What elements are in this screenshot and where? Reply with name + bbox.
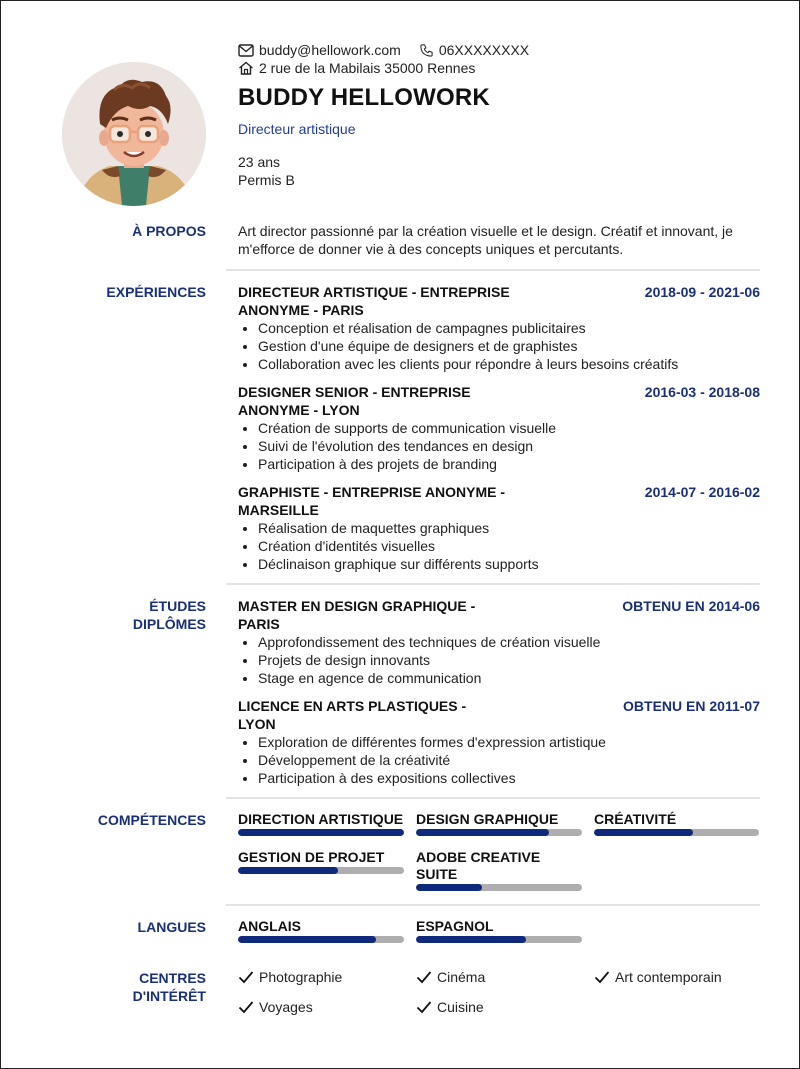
skill-name: DESIGN GRAPHIQUE [416,811,559,827]
study-head [238,597,760,633]
language-item [238,918,404,943]
divider [226,583,760,585]
study-entry [238,597,760,687]
list-item: • Approfondissement des techniques de création visuelle [258,633,760,651]
skill-name: DIRECTION ARTISTIQUE [238,811,404,827]
address-text: 2 rue de la Mabilais 35000 Rennes [259,60,476,76]
full-name: BUDDY HELLOWORK [238,84,490,111]
experience-date: 2018-09 - 2021-06 [644,284,760,300]
experiences-label: EXPÉRIENCES [106,284,206,300]
interest-item [238,969,342,985]
email-item[interactable] [238,41,401,59]
interest-label: Photographie [259,969,343,985]
list-item: • Stage en agence de communication [258,669,760,687]
age-text: 23 ans [238,154,281,170]
skill-item [238,811,404,836]
skill-name: GESTION DE PROJET [238,849,385,865]
skill-item [594,811,759,836]
interest-label: Cuisine [437,999,484,1015]
experience-entry [238,383,760,473]
resume-header [238,41,768,189]
interests-label [61,969,206,1005]
experience-entry [238,483,760,573]
mail-icon [238,44,254,57]
interests-label-line-1: CENTRES [139,970,206,986]
check-icon [238,970,254,984]
interest-label: Art contemporain [615,969,722,985]
check-icon [416,970,432,984]
skill-bar-fill [416,884,482,891]
phone-text: 06XXXXXXXX [438,42,530,58]
skill-item [416,849,582,891]
experience-date: 2014-07 - 2016-02 [644,484,760,500]
skill-bar-fill [238,867,338,874]
studies-label [61,597,206,633]
list-item: • Déclinaison graphique sur différents supports [258,555,760,573]
study-entry [238,697,760,787]
experience-bullets [238,519,760,573]
check-icon [238,1000,254,1014]
contact-line-2 [238,59,768,77]
study-bullets [238,733,760,787]
language-bar-fill [238,936,376,943]
skill-name: ADOBE CREATIVE SUITE [416,849,541,882]
list-item: • Développement de la créativité [258,751,760,769]
experience-bullets [238,319,760,373]
language-name: ANGLAIS [238,918,301,934]
study-head [238,697,760,733]
language-bar-fill [416,936,526,943]
experience-title: DESIGNER SENIOR - ENTREPRISE ANONYME - LYON [238,384,471,418]
skill-bar-fill [594,829,693,836]
study-date: OBTENU EN 2014-06 [622,598,760,614]
personal-info [238,153,768,189]
list-item: • Projets de design innovants [258,651,760,669]
skill-bar [416,884,582,891]
list-item: • Création d'identités visuelles [258,537,760,555]
skill-bar-fill [238,829,404,836]
phone-item[interactable] [419,41,529,59]
experience-title: GRAPHISTE - ENTREPRISE ANONYME - MARSEILLE [238,484,506,518]
skill-name: CRÉATIVITÉ [594,811,677,827]
skills-list [238,811,760,901]
skill-bar [594,829,759,836]
license-text: Permis B [238,172,295,188]
interest-item [416,999,484,1015]
experience-head [238,383,760,419]
divider [226,797,760,799]
check-icon [594,970,610,984]
experience-head [238,283,760,319]
experience-title: DIRECTEUR ARTISTIQUE - ENTREPRISE ANONYME - PARIS [238,284,510,318]
address-item [238,59,475,77]
divider [226,904,760,906]
study-date: OBTENU EN 2011-07 [623,698,760,714]
language-bar [416,936,582,943]
contact-line-1 [238,41,768,59]
interests-list [238,969,760,1029]
study-title: LICENCE EN ARTS PLASTIQUES - LYON [238,698,467,732]
list-item: • Exploration de différentes formes d'expression artistique [258,733,760,751]
skill-bar-fill [416,829,549,836]
experience-head [238,483,760,519]
experience-entry [238,283,760,373]
skill-item [416,811,582,836]
interest-item [594,969,722,985]
list-item: • Suivi de l'évolution des tendances en design [258,437,760,455]
list-item: • Conception et réalisation de campagnes publicitaires [258,319,760,337]
interest-label: Voyages [259,999,313,1015]
interests-label-line-2: D'INTÉRÊT [132,988,206,1004]
studies-label-line-2: DIPLÔMES [132,616,206,632]
list-item: • Création de supports de communication visuelle [258,419,760,437]
languages-label: LANGUES [137,919,206,935]
list-item: • Réalisation de maquettes graphiques [258,519,760,537]
language-bar [238,936,404,943]
list-item: • Gestion d'une équipe de designers et de graphistes [258,337,760,355]
skill-item [238,849,404,874]
language-item [416,918,582,943]
skill-bar [238,829,404,836]
studies-label-line-1: ÉTUDES [149,598,206,614]
avatar-illustration-icon [62,62,206,206]
experience-date: 2016-03 - 2018-08 [644,384,760,400]
divider [226,269,760,271]
interest-item [238,999,313,1015]
about-label: À PROPOS [132,223,206,239]
interest-item [416,969,485,985]
list-item: • Participation à des expositions collectives [258,769,760,787]
phone-icon [419,43,434,58]
skills-label: COMPÉTENCES [97,812,206,828]
study-bullets [238,633,760,687]
email-text: buddy@hellowork.com [259,42,401,58]
experience-bullets [238,419,760,473]
languages-list [238,918,760,948]
study-title: MASTER EN DESIGN GRAPHIQUE - PARIS [238,598,476,632]
interest-label: Cinéma [437,969,486,985]
home-icon [238,61,254,75]
avatar [62,62,206,206]
list-item: • Participation à des projets de branding [258,455,760,473]
skill-bar [238,867,404,874]
check-icon [416,1000,432,1014]
about-text: Art director passionné par la création visuelle et le design. Créatif et innovant, je m'efforce de donner vie à des concepts uniques et percutants. [238,223,733,257]
language-name: ESPAGNOL [416,918,494,934]
list-item: • Collaboration avec les clients pour répondre à leurs besoins créatifs [258,355,760,373]
skill-bar [416,829,582,836]
job-title: Directeur artistique [238,121,356,137]
